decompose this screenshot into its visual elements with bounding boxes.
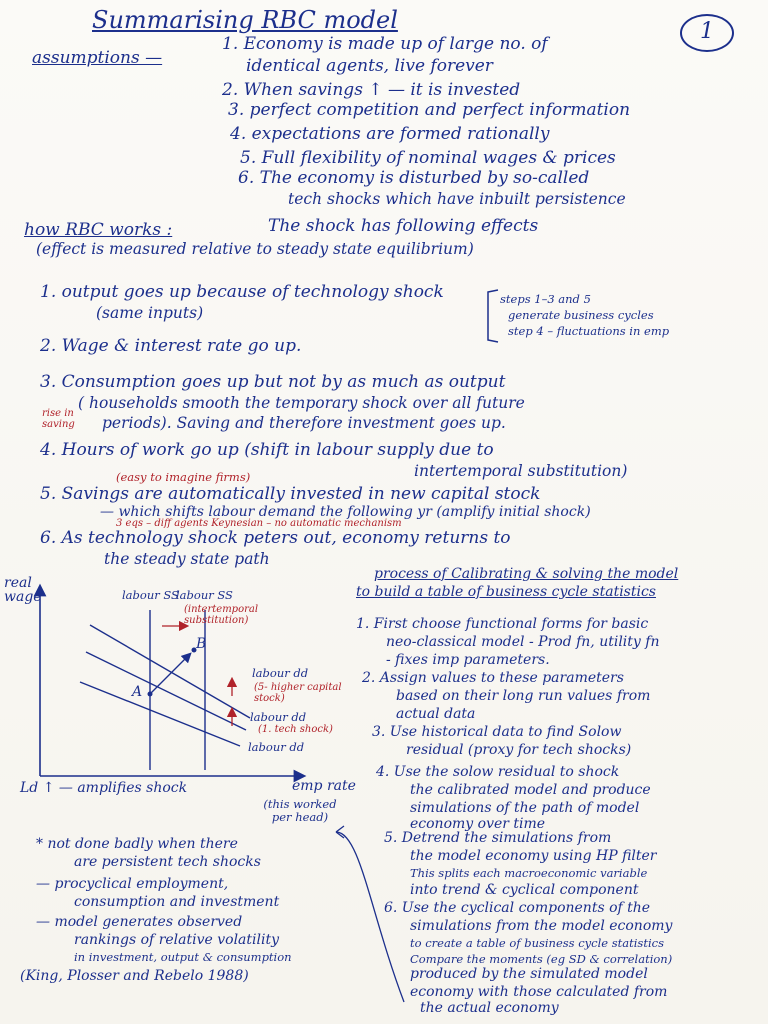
process-line: based on their long run values from [396,688,651,704]
labour-dd-note: (5- higher capital stock) [254,682,342,704]
evaluation-line: rankings of relative volatility [74,932,279,948]
assumption-line: 3. perfect competition and perfect information [228,100,631,120]
evaluation-line: are persistent tech shocks [74,854,261,870]
process-line: economy with those calculated from [410,984,668,1000]
process-title-2: to build a table of business cycle statistics [356,584,656,600]
point-a-label: A [132,684,143,700]
process-line: simulations of the path of model [410,800,640,816]
assumption-line: 4. expectations are formed rationally [230,124,550,144]
process-line: residual (proxy for tech shocks) [406,742,632,758]
process-line: 5. Detrend the simulations from [384,830,612,846]
y-axis-label: real wage [4,575,42,605]
step-line: 4. Hours of work go up (shift in labour supply due to [40,440,494,460]
bracket-glyph [482,288,502,344]
process-line: 2. Assign values to these parameters [362,670,624,686]
step-line: (same inputs) [96,304,204,322]
process-line: neo-classical model - Prod fn, utility fn [386,634,660,650]
evaluation-line: consumption and investment [74,894,280,910]
labour-dd-label: labour dd [252,666,309,680]
process-line: 4. Use the solow residual to shock [376,764,620,780]
labour-demand-2 [86,652,246,730]
labour-ss-2-label: labour SS [176,588,233,602]
step-5-note-2: 3 eqs – diff agents Keynesian – no automatic mechanism [116,518,402,529]
evaluation-line: * not done badly when there [36,836,238,852]
step-5-note: (easy to imagine firms) [116,470,251,484]
evaluation-line: — procyclical employment, [36,876,229,892]
x-axis-note: (this worked per head) [263,797,337,824]
x-axis-label: emp rate [292,778,356,794]
evaluation-line: in investment, output & consumption [74,950,292,964]
assumption-line: 6. The economy is disturbed by so-called [238,168,590,188]
page-title: Summarising RBC model [92,6,398,34]
how-rbc-label: how RBC works : [24,220,173,240]
process-line: to create a table of business cycle statistics [410,936,664,950]
step-line: — which shifts labour demand the following yr (amplify initial shock) [100,504,591,520]
evaluation-line: — model generates observed [36,914,243,930]
process-line: the model economy using HP filter [410,848,657,864]
process-line: 1. First choose functional forms for basic [356,616,649,632]
bracket-note-line: step 4 – fluctuations in emp [508,324,670,338]
process-line: the actual economy [420,1000,559,1016]
step-line: 1. output goes up because of technology shock [40,282,444,302]
step-line: ( households smooth the temporary shock over all future [78,394,525,412]
point-b-label: B [196,636,207,652]
process-title: process of Calibrating & solving the model [374,566,679,582]
step-line: 3. Consumption goes up but not by as much as output [40,372,506,392]
process-line: produced by the simulated model [410,966,648,982]
process-line: 6. Use the cyclical components of the [384,900,651,916]
step-line: 6. As technology shock peters out, economy returns to [40,528,511,548]
bracket-note-line: steps 1–3 and 5 [500,292,591,306]
step-line: 5. Savings are automatically invested in new capital stock [40,484,541,504]
process-line: the calibrated model and produce [410,782,651,798]
process-line: 3. Use historical data to find Solow [372,724,622,740]
bracket-note-line: generate business cycles [508,308,654,322]
side-note: rise in saving [42,408,75,430]
assumption-line: tech shocks which have inbuilt persistence [288,190,626,208]
evaluation-citation: (King, Plosser and Rebelo 1988) [20,968,249,984]
process-line: actual data [396,706,476,722]
step-line: intertemporal substitution) [414,462,628,480]
assumption-line: 5. Full flexibility of nominal wages & prices [240,148,616,168]
process-line: - fixes imp parameters. [386,652,550,668]
labour-dd-note: (1. tech shock) [258,724,333,735]
point-a-dot [148,692,153,697]
ld-note: Ld ↑ — amplifies shock [20,780,188,796]
labour-dd-label: labour dd [250,710,307,724]
labour-demand-3 [80,682,240,746]
labour-dd-label: labour dd [248,740,305,754]
step-line: 2. Wage & interest rate go up. [40,336,302,356]
how-rbc-intro-2: (effect is measured relative to steady state equilibrium) [36,240,474,258]
link-arrow [300,812,420,1012]
labour-demand-1 [90,625,250,718]
how-rbc-intro: The shock has following effects [268,216,539,236]
assumption-line: 1. Economy is made up of large no. of [222,34,548,54]
ss-shift-note: (intertemporal substitution) [184,604,259,626]
assumption-line: 2. When savings ↑ — it is invested [222,80,521,100]
step-line: the steady state path [104,550,270,568]
shift-arrow [150,656,188,694]
step-line: periods). Saving and therefore investment goes up. [102,414,506,432]
process-line: economy over time [410,816,546,832]
assumption-line: identical agents, live forever [246,56,493,76]
process-line: into trend & cyclical component [410,882,639,898]
process-line: simulations from the model economy [410,918,673,934]
assumptions-label: assumptions — [32,48,163,68]
process-line: This splits each macroeconomic variable [410,866,648,880]
page-number: 1 [680,14,734,52]
labour-ss-label: labour SS [122,588,179,602]
process-line: Compare the moments (eg SD & correlation) [410,952,673,966]
